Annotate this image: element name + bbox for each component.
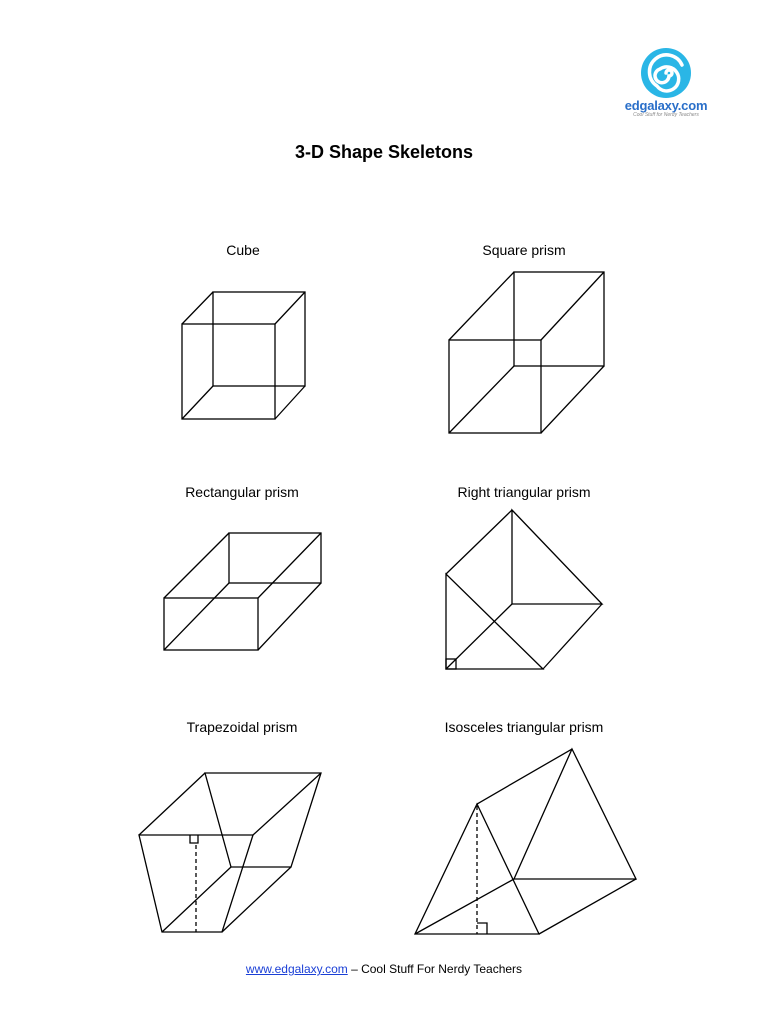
isosceles-triangular-prism-label: Isosceles triangular prism	[444, 719, 604, 735]
cube-label: Cube	[226, 242, 260, 258]
right-triangular-prism-label: Right triangular prism	[457, 484, 591, 500]
cube-shape	[182, 292, 305, 419]
right-triangular-prism-shape	[446, 510, 602, 669]
logo-tagline: Cool Stuff for Nerdy Teachers	[633, 112, 699, 118]
page-title: 3-D Shape Skeletons	[294, 142, 474, 162]
trapezoidal-prism-shape	[139, 773, 321, 932]
logo-text: edgalaxy.com	[624, 98, 708, 113]
footer	[0, 962, 768, 976]
footer-link[interactable]: www.edgalaxy.com	[245, 962, 348, 976]
rectangular-prism-shape	[164, 533, 321, 650]
isosceles-triangular-prism-shape	[415, 749, 636, 934]
square-prism-shape	[449, 272, 604, 433]
square-prism-label: Square prism	[482, 242, 566, 258]
footer-text: – Cool Stuff For Nerdy Teachers	[347, 962, 523, 976]
trapezoidal-prism-label: Trapezoidal prism	[186, 719, 298, 735]
rectangular-prism-label: Rectangular prism	[185, 484, 299, 500]
